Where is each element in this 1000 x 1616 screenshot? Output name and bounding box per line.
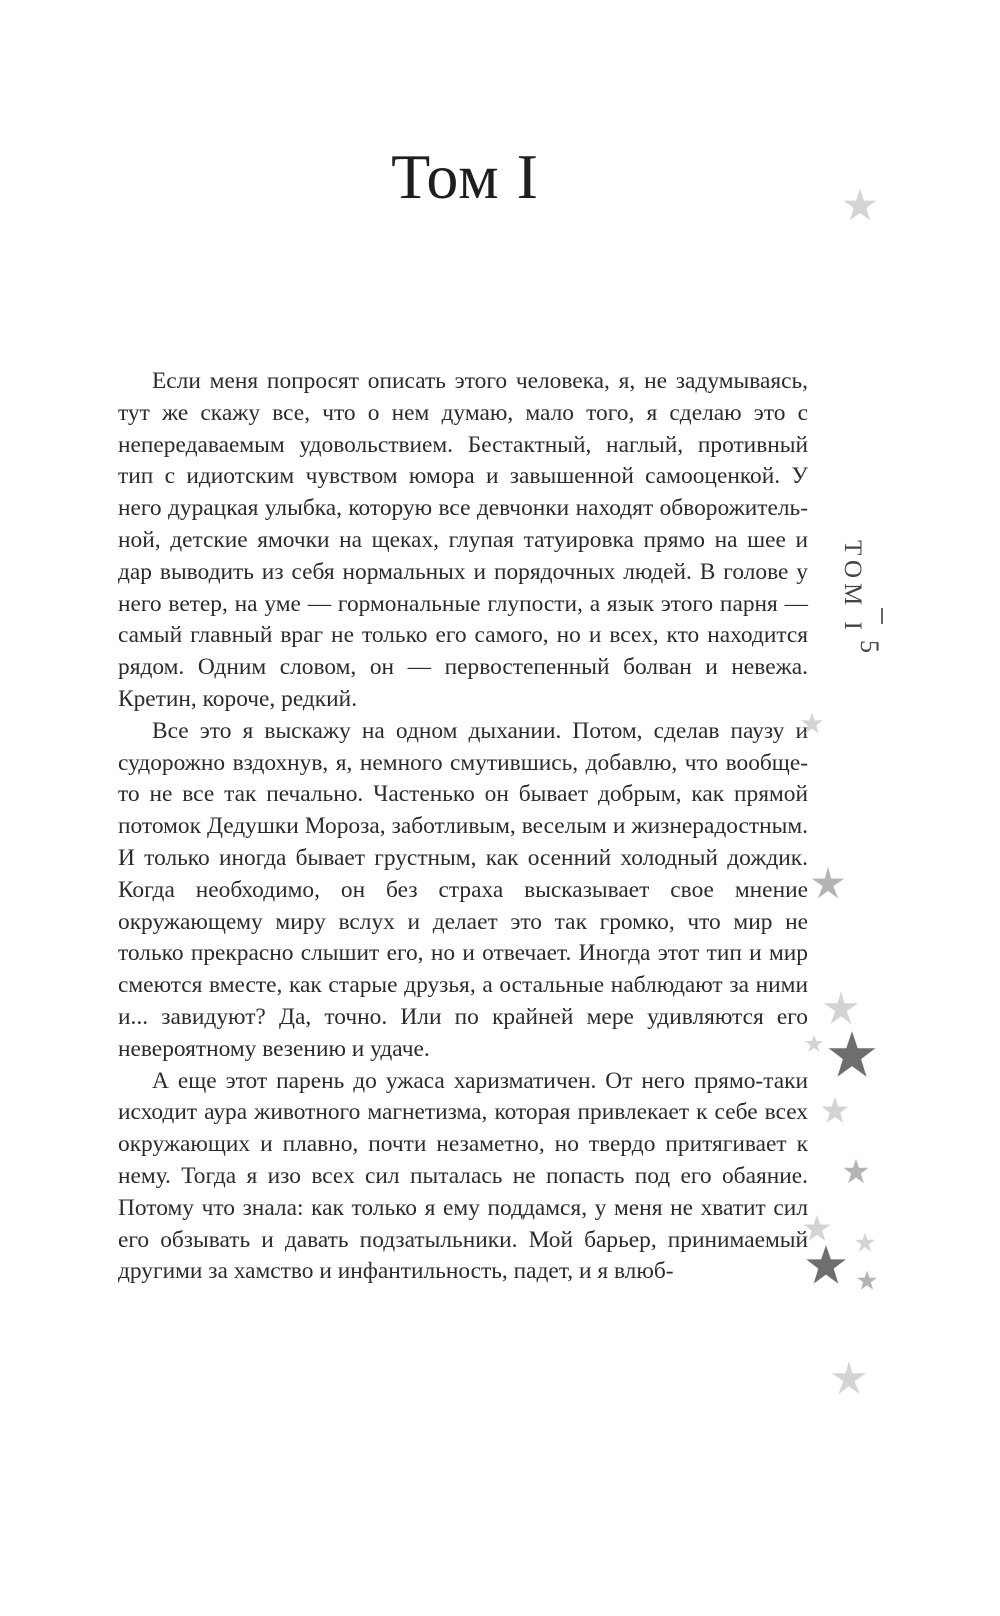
star-icon [804,1244,848,1288]
running-head: ТОМ I [839,540,866,635]
star-icon [856,1270,878,1292]
star-icon [820,1096,850,1126]
star-icon [829,1031,876,1077]
star-icon [805,1035,823,1053]
paragraph: А еще этот парень до ужаса харизматичен. От него прямо-таки исходит аура животного магнетизма, которая привлекает к себе всех окружающих и плавно, почти незаметно, но твердо притягивает к нему. Тогда я изо всех сил пыталась не попасть под его обаяние. Потому что знала: как только я ему поддамся, у меня не хватит сил его обзывать и давать подзатыльники. Мой барьер, принимаемый другими за хамство и инфантильность, падет, и я влюб- [118,1067,808,1285]
page-number: 5 [855,640,884,653]
star-icon [804,1034,824,1054]
star-icon [832,1361,866,1394]
folio-divider [881,608,883,624]
star-icon [843,1159,868,1184]
star-icon [855,1233,875,1252]
star-icon [826,1030,878,1082]
star-icon [842,1158,870,1186]
paragraph: Если меня попросят описать этого человека, я, не задумываясь, тут же скажу все, что о нем думаю, мало того, я сделаю это с непередаваемым удовольствием. Бестактный, наглый, противный тип с идиотским чувством юмора и завышенной самооценкой. У него дурацкая улыбка, которую все девчонки находят обворожительной, детские ямочки на щеках, глупая татуировка прямо на шее и дар выводить из себя нормальных и порядочных людей. В голове у него ветер, на уме — гормональные глупости, а язык этого парня — самый главный враг не только его самого, но и всех, кто находится рядом. Одним словом, он — первостепенный болван и невежа. Кретин, короче, редкий. [118,368,808,712]
star-icon [802,1214,832,1244]
star-icon [830,1360,868,1398]
star-icon [812,867,844,899]
star-icon [806,1245,846,1284]
star-icon [822,1097,849,1123]
star-icon [824,991,858,1024]
star-icon [804,1215,831,1241]
body-text [118,366,808,1288]
star-icon [822,990,860,1028]
star-icon [857,1271,877,1290]
star-icon [842,188,878,224]
star-icon [801,713,823,734]
star-icon [810,866,846,902]
star-icon [854,1232,876,1254]
star-icon [844,189,876,221]
paragraph: Все это я выскажу на одном дыхании. Потом, сделав паузу и судорожно вздохнув, я, немного смутившись, добавлю, что вообще-то не все так печально. Частенько он бывает добрым, как прямой потомок Дедушки Мороза, заботливым, веселым и жизнерадостным. И только иногда бывает грустным, как осенний холодный дождик. Когда необходимо, он без страха высказывает свое мнение окружающему миру вслух и делает это так громко, что мир не только прекрасно слышит его, но и отвечает. Иногда этот тип и мир смеются вместе, как старые друзья, а остальные наблюдают за ними и... завидуют? Да, точно. Или по крайней мере удивляются его невероятному везению и удаче. [118,717,808,1062]
page-title: Том I [391,141,539,212]
star-icon [800,712,824,736]
